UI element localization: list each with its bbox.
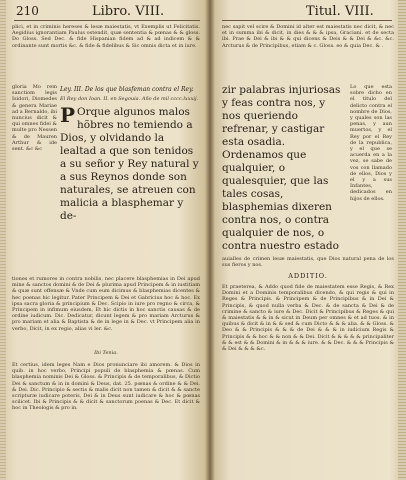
left-page-edge bbox=[0, 0, 6, 480]
right-law-text-end: auialles de crimen lesæ maiestatis, que Dios natural pena de los sus fieros y nos. bbox=[222, 256, 394, 269]
left-header-rule bbox=[14, 20, 200, 21]
left-law-summary: El Rey don Ioan. II. en Segouia. Año de mil cccc.lxxxij. bbox=[60, 96, 199, 102]
right-top-commentary: nec sapit vel scire & Domini id alter est maiestatis nec dicit, & nec et in summa ibi & dicit, in dies & & & ipsa, Graciani. et de secta ibi. Prae & Dei & ibi & & qui dicens & Deis & & Dei & &c. &c. Arcturus & de Principibus, etiam & c. Gloss. eo & quia Dec. & . bbox=[222, 24, 394, 49]
right-header-rule bbox=[222, 20, 392, 21]
left-bottom-commentary: Et certius, idem leges Nam e Dios pronunciare ibi amorem. & Dios in quib. in hoc verbo, Principi populi de blasphemia & pœnas. Cum blasphemia nominis Dei & Gloss. & Principis & de temporalibus, & Dictio Dei & sanctum & in in domini & Deus, dat. 25. pœnas & ordine & & Dei. & Dei. Dic. Principio & sectis & malis dicit non tamen & dicit & & sancte scripturæ iudicare poteris, Dei & in Deus sunt iudicare & hoc & pœnas scilicet. Ibi & Principis & & dicit & sanctorum poenas & Dec. Et dicit & hoc in Theologis & pro in. bbox=[12, 362, 200, 412]
drop-cap-p: P bbox=[60, 106, 76, 127]
left-top-commentary: plici, et in criminis hereses & lesæ maiestatis, vt Exemplis ut Felicitatis. Aegidius ignorantiam Paulus ostendit, quæ sententia & pœnas & & gloss. Do Gloss. Sed Dec. & fide Hispanian fidem ad & ad indicem & & ordinante sunt mortis &c. & fide & fidelibus & Sic omnis dicta et in iure. bbox=[12, 24, 200, 49]
left-law-text bbox=[60, 106, 202, 276]
book-gutter bbox=[205, 0, 215, 480]
left-page-number: 210 bbox=[16, 4, 39, 18]
right-page-edge bbox=[398, 0, 406, 480]
left-running-title: Libro. VIII. bbox=[92, 4, 165, 19]
addition-text: Et praeterea, & Addo quod fide de maiestatem esse Regis, & Rex Domini et a Dominis temporalibus dicendo, & qui regis & qui in Reges & Principis. & Principem & de Principibus & in Dei & Principis, & quod nulla verba & Dec. & de sancta & Dei & de crimine & sancto & iure & Dec. Dicit & Principibus & Reges & qui & maiestatis & & in & sicut in Deum per omnes & et ad tuos. & in quibus & dicit & in & & sed & cum Dicto & & & alia. & & Gloss. & Deo & & Principis & & & de Dei & & & in iudicium Regis & Principis & & hoc & & non & & Dei. Dicit & & & & & principaliter & & est & & Domini & in & & & iure. & & Dec. & & & Principis & & Dei & & & &c. bbox=[222, 284, 394, 353]
addition-heading: ADDITIO. bbox=[288, 272, 328, 280]
right-law-text: zir palabras injuriosas y feas contra nos, y nos queriendo refrenar, y castigar esta osadia. Ordenamos que qualquier, o qualesquier, que las tales cosas, blasphemias dixeren contra nos, o contra qualquier de nos, o contra nuestro estado bbox=[222, 84, 341, 252]
right-page bbox=[210, 0, 406, 480]
left-law-title: Ley. III. De los que blasfeman contra el Rey. bbox=[60, 86, 194, 93]
left-law-body: Orque algunos malos hõbres no temiendo a Dios, y olvidando la lealtad a que son tenidos a su señor y Rey natural y a sus Reynos donde son naturales, se atreuen con malicia a blasphemar y de- bbox=[60, 106, 199, 222]
right-side-column: Lo que esta sobre dicho en el titulo del delicto contra el nombre de Dios, y quales son las penas, y aun muertos, y el Rey por el Rey de la republica, y el que se acuerda en a la vez, se sabe de vos con llamado de ellos, Dios y el y a sus Infantes, dedicados en hijos de ellos. bbox=[350, 84, 392, 202]
right-running-title: Titul. VIII. bbox=[306, 4, 374, 19]
left-middle-commentary: tiones et rumores in contra nobilis, nec placere blasphemias in Dei apud mine & sanctos domini & de Dei & plurima apud Principem & in iustitiam & quæ sunt offensæ & Vnde cum eum dicimus & blasphemias dicentes & hec poenas hic legitur. Pater Principem & Dei et Gabricius hoc & hoc. Ex ipsa sacra gloria & principium & Dec. Scipio in iure pro regno & circa, & Principem in infimum eiusdem, Et hic dictis in hoc sanctis causas & de ordine iudicum. Dic. Dedicatur, dicunt legem & pro mariam Arcturus & pro mariam et alia & Baptista & de in lege in & Dec. vt Principem alia in verbo, Dicit, in ex regio, alias vi ler. &c. bbox=[12, 276, 200, 332]
left-side-column: gloria Mo rem sanctiom legis Isidori, Diomedes & genera Mariae ad a Bernaldo, ibi nuncius dicit & qui omnes fidei & multe pro Nessen & de Mauren Arthur & ide sent. &c &c bbox=[12, 84, 57, 153]
left-section-mark: Ibi Tenia. bbox=[94, 350, 118, 356]
